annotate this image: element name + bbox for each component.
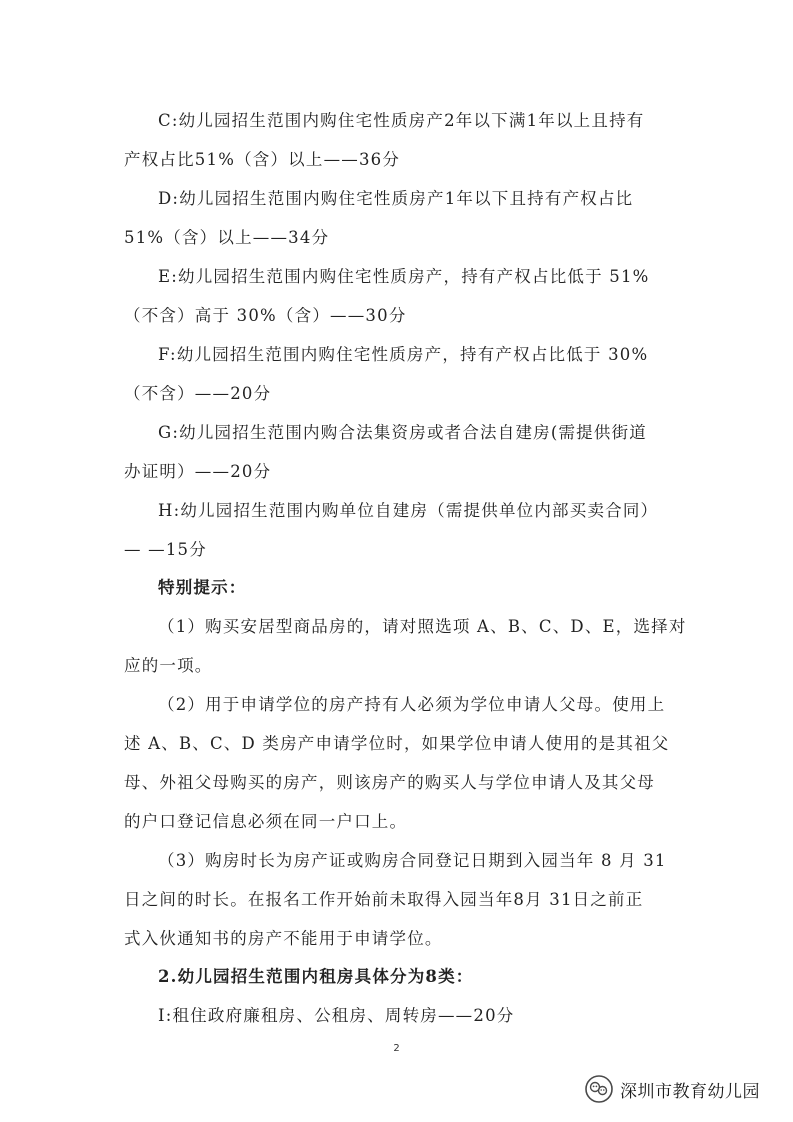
special-notice-heading: 特别提示： [158,578,247,597]
text-line: （1）购买安居型商品房的，请对照选项 A、B、C、D、E，选择对 [158,617,687,636]
text-line: 办证明）——20分 [124,462,272,481]
section-heading: 2.幼儿园招生范围内租房具体分为8类： [158,967,474,986]
wechat-official-account-icon [584,1074,614,1104]
text-line: 产权占比51%（含）以上——36分 [124,150,401,169]
text-line: C:幼儿园招生范围内购住宅性质房产2年以下满1年以上且持有 [158,111,645,130]
text-line: 式入伙通知书的房产不能用于申请学位。 [124,929,443,948]
text-line: 的户口登记信息必须在同一户口上。 [124,812,408,831]
text-line: 应的一项。 [124,656,213,675]
text-line: F:幼儿园招生范围内购住宅性质房产，持有产权占比低于 30% [158,345,649,364]
account-watermark [584,1074,760,1104]
text-line: （3）购房时长为房产证或购房合同登记日期到入园当年 8 月 31 [158,851,667,870]
text-line: 51%（含）以上——34分 [124,228,330,247]
text-line: 母、外祖父母购买的房产，则该房产的购买人与学位申请人及其父母 [124,773,655,792]
watermark-text: 深圳市教育幼儿园 [620,1081,760,1102]
text-line: E:幼儿园招生范围内购住宅性质房产，持有产权占比低于 51% [158,267,650,286]
text-line: （不含）高于 30%（含）——30分 [124,306,407,325]
text-line: 日之间的时长。在报名工作开始前未取得入园当年8月 31日之前正 [124,890,644,909]
page-number: 2 [393,1043,400,1054]
text-line: 述 A、B、C、D 类房产申请学位时，如果学位申请人使用的是其祖父 [124,734,670,753]
text-line: D:幼儿园招生范围内购住宅性质房产1年以下且持有产权占比 [158,189,634,208]
text-line: G:幼儿园招生范围内购合法集资房或者合法自建房(需提供街道 [158,423,647,442]
text-line: I:租住政府廉租房、公租房、周转房——20分 [158,1006,515,1025]
text-line: （2）用于申请学位的房产持有人必须为学位申请人父母。使用上 [158,695,666,714]
text-line: — —15分 [124,540,207,559]
text-line: （不含）——20分 [124,384,272,403]
text-line: H:幼儿园招生范围内购单位自建房（需提供单位内部买卖合同） [158,501,659,520]
